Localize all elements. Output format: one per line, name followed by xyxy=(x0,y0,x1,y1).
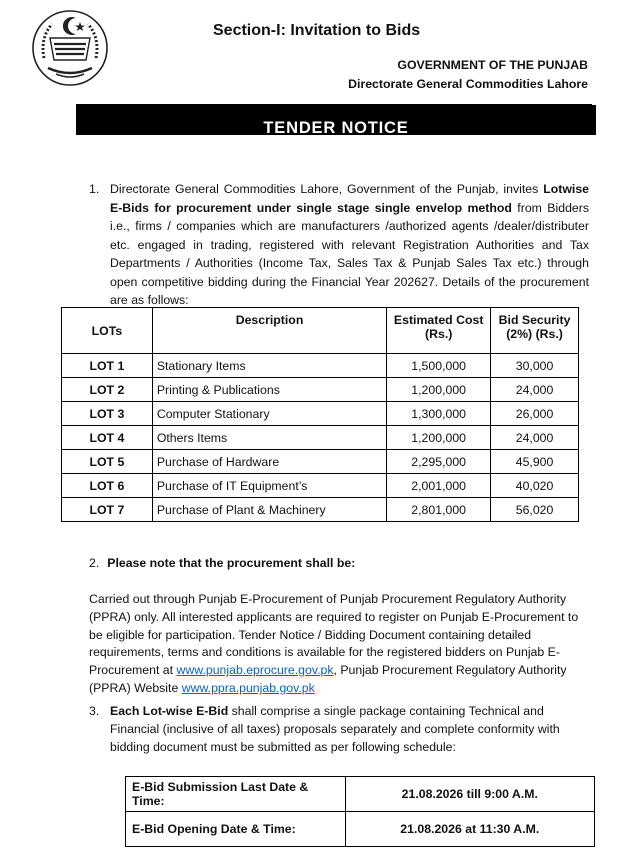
table-row xyxy=(62,450,579,474)
lot-bid-security: 56,020 xyxy=(491,498,579,522)
lot-bid-security: 30,000 xyxy=(491,354,579,378)
ppra-link[interactable]: www.ppra.punjab.gov.pk xyxy=(181,680,315,695)
procurement-note-heading xyxy=(89,556,355,570)
table-row xyxy=(126,812,595,847)
lot-number: LOT 2 xyxy=(62,378,153,402)
table-row xyxy=(62,426,579,450)
table-row xyxy=(62,354,579,378)
lot-description: Others Items xyxy=(152,426,386,450)
lot-description: Purchase of IT Equipment’s xyxy=(152,474,386,498)
lot-description: Stationary Items xyxy=(152,354,386,378)
lot-number: LOT 4 xyxy=(62,426,153,450)
lot-bid-text: shall comprise a single package containing Technical and Financial (inclusive of all taxes) proposals separately and complete conformity with bidding document must be submitted as per following schedule: xyxy=(110,704,560,754)
tender-notice-title: TENDER NOTICE xyxy=(263,119,409,135)
lot-description: Purchase of Hardware xyxy=(152,450,386,474)
lot-description: Printing & Publications xyxy=(152,378,386,402)
lot-bid-security: 45,900 xyxy=(491,450,579,474)
schedule-label: E-Bid Opening Date & Time: xyxy=(126,812,346,847)
lot-estimated-cost: 1,300,000 xyxy=(387,402,491,426)
invitation-text-a: Directorate General Commodities Lahore, Government of the Punjab, invites xyxy=(110,182,544,196)
table-row xyxy=(62,378,579,402)
col-header-bid-security: Bid Security (2%) (Rs.) xyxy=(491,308,579,354)
lots-table xyxy=(61,307,579,522)
invitation-bold-text: Lotwise E-Bids for procurement under single stage single envelop method xyxy=(110,182,589,215)
table-row xyxy=(126,777,595,812)
lot-number: LOT 7 xyxy=(62,498,153,522)
tender-notice-banner xyxy=(76,105,596,135)
lot-estimated-cost: 1,200,000 xyxy=(387,426,491,450)
schedule-value: 21.08.2026 till 9:00 A.M. xyxy=(345,777,594,812)
lot-description: Computer Stationary xyxy=(152,402,386,426)
schedule-value: 21.08.2026 at 11:30 A.M. xyxy=(345,812,594,847)
punjab-government-logo xyxy=(30,8,110,88)
government-name: GOVERNMENT OF THE PUNJAB xyxy=(397,58,588,72)
procurement-text-a: Carried out through Punjab E-Procurement of Punjab Procurement Regulatory Authority (PPRA) only. All interested applicants are required to register on Punjab E-Procurement to be eligible for participation. Tender Notice / Bidding Document containing detailed requirements, terms and conditions is available for the registered bidders on Punjab E-Procurement at xyxy=(89,592,579,678)
lot-description: Purchase of Plant & Machinery xyxy=(152,498,386,522)
eprocure-link[interactable]: www.punjab.eprocure.gov.pk xyxy=(176,663,334,678)
lot-estimated-cost: 2,801,000 xyxy=(387,498,491,522)
lot-estimated-cost: 2,001,000 xyxy=(387,474,491,498)
lot-number: LOT 3 xyxy=(62,402,153,426)
procurement-text-b: , Punjab Procurement Regulatory Authority (PPRA) Website xyxy=(89,663,567,695)
lot-estimated-cost: 2,295,000 xyxy=(387,450,491,474)
col-header-estimated-cost: Estimated Cost (Rs.) xyxy=(387,308,491,354)
lots-table-header xyxy=(62,308,579,354)
invitation-text-b: from Bidders i.e., firms / companies which are manufacturers /authorized agents /dealer/distributer etc. engaged in trading, registered with relevant Registration Authorities and Tax Departments / Authorities (Income Tax, Sales Tax & Punjab Sales Tax etc.) through open competitive bidding during the Financial Year 202627. Details of the procurement are as follows: xyxy=(110,200,589,307)
paragraph-invitation xyxy=(89,180,589,310)
schedule-label: E-Bid Submission Last Date & Time: xyxy=(126,777,346,812)
lot-estimated-cost: 1,200,000 xyxy=(387,378,491,402)
lot-bid-security: 40,020 xyxy=(491,474,579,498)
col-header-lots: LOTs xyxy=(62,308,153,354)
lot-bid-security: 24,000 xyxy=(491,426,579,450)
paragraph-number: 1. xyxy=(89,182,100,196)
table-row xyxy=(62,474,579,498)
lot-bid-security: 26,000 xyxy=(491,402,579,426)
lot-number: LOT 6 xyxy=(62,474,153,498)
paragraph-number: 2. xyxy=(89,556,100,570)
lot-bid-bold-text: Each Lot-wise E-Bid xyxy=(110,704,229,718)
lot-estimated-cost: 1,500,000 xyxy=(387,354,491,378)
table-row xyxy=(62,402,579,426)
lot-bid-security: 24,000 xyxy=(491,378,579,402)
directorate-name: Directorate General Commodities Lahore xyxy=(348,77,588,91)
table-row xyxy=(62,498,579,522)
paragraph-number: 3. xyxy=(89,704,100,718)
schedule-table xyxy=(125,776,595,847)
lot-number: LOT 5 xyxy=(62,450,153,474)
paragraph-lot-bid xyxy=(89,703,587,756)
section-title: Section-I: Invitation to Bids xyxy=(213,22,421,39)
procurement-note-body xyxy=(89,591,585,698)
procurement-note-heading-text: Please note that the procurement shall be: xyxy=(107,556,356,570)
lot-number: LOT 1 xyxy=(62,354,153,378)
col-header-description: Description xyxy=(152,308,386,354)
